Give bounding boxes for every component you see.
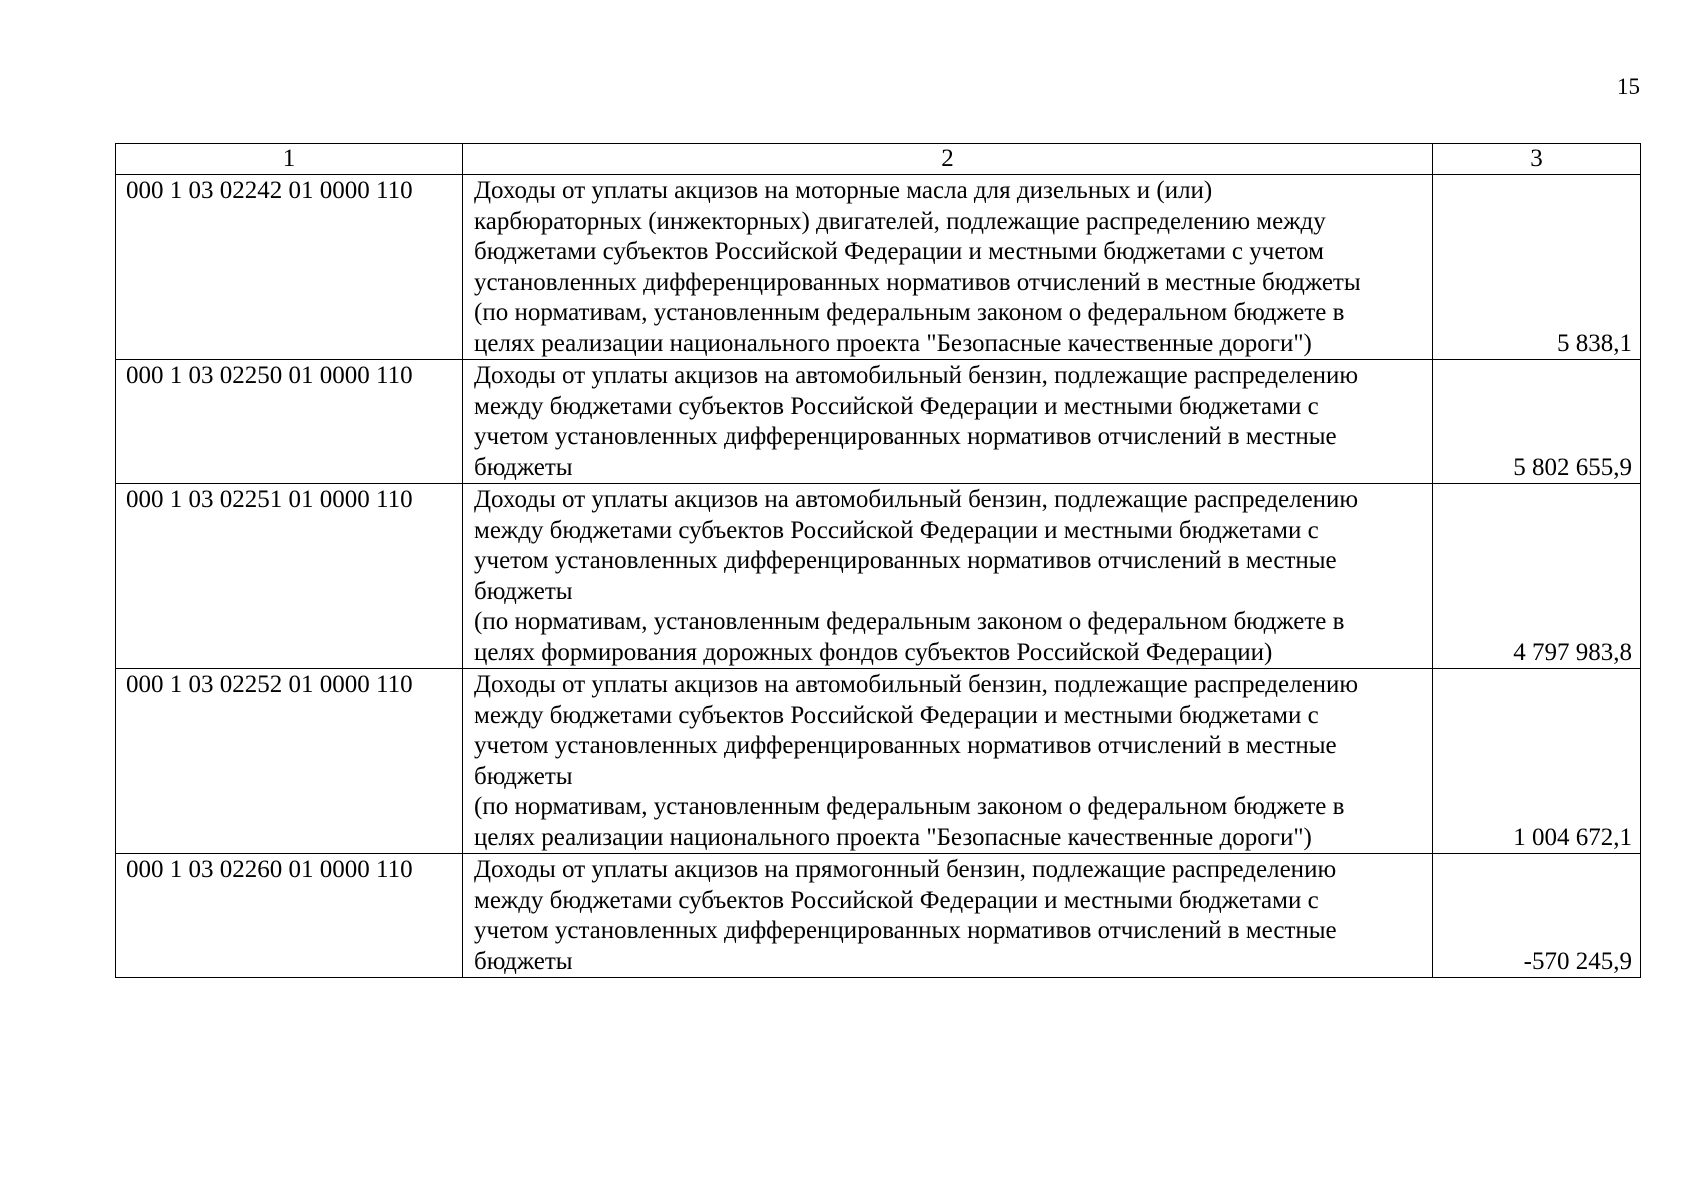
table-row xyxy=(116,854,1641,978)
row-code: 000 1 03 02242 01 0000 110 xyxy=(116,175,463,360)
page-number: 15 xyxy=(1617,74,1640,99)
column-header-description: 2 xyxy=(463,144,1433,175)
table-row xyxy=(116,175,1641,360)
revenue-table xyxy=(115,143,1641,978)
row-code: 000 1 03 02252 01 0000 110 xyxy=(116,669,463,854)
row-code: 000 1 03 02251 01 0000 110 xyxy=(116,484,463,669)
row-description: Доходы от уплаты акцизов на автомобильный бензин, подлежащие распределению между бюджетами субъектов Российской Федерации и местными бюджетами с учетом установленных дифференцированных нормативов отчислений в местные бюджеты xyxy=(463,360,1433,484)
table-header-row xyxy=(116,144,1641,175)
row-description: Доходы от уплаты акцизов на прямогонный бензин, подлежащие распределению между бюджетами субъектов Российской Федерации и местными бюджетами с учетом установленных дифференцированных нормативов отчислений в местные бюджеты xyxy=(463,854,1433,978)
row-amount: 5 802 655,9 xyxy=(1433,360,1641,484)
row-amount: -570 245,9 xyxy=(1433,854,1641,978)
row-amount: 5 838,1 xyxy=(1433,175,1641,360)
table-row xyxy=(116,669,1641,854)
row-code: 000 1 03 02250 01 0000 110 xyxy=(116,360,463,484)
table-row xyxy=(116,360,1641,484)
column-header-code: 1 xyxy=(116,144,463,175)
table-row xyxy=(116,484,1641,669)
row-amount: 1 004 672,1 xyxy=(1433,669,1641,854)
row-description: Доходы от уплаты акцизов на автомобильный бензин, подлежащие распределению между бюджетами субъектов Российской Федерации и местными бюджетами с учетом установленных дифференцированных нормативов отчислений в местные бюджеты (по нормативам, установленным федеральным законом о федеральном бюджете в целях формирования дорожных фондов субъектов Российской Федерации) xyxy=(463,484,1433,669)
row-code: 000 1 03 02260 01 0000 110 xyxy=(116,854,463,978)
row-description: Доходы от уплаты акцизов на автомобильный бензин, подлежащие распределению между бюджетами субъектов Российской Федерации и местными бюджетами с учетом установленных дифференцированных нормативов отчислений в местные бюджеты (по нормативам, установленным федеральным законом о федеральном бюджете в целях реализации национального проекта "Безопасные качественные дороги") xyxy=(463,669,1433,854)
row-amount: 4 797 983,8 xyxy=(1433,484,1641,669)
row-description: Доходы от уплаты акцизов на моторные масла для дизельных и (или) карбюраторных (инжекторных) двигателей, подлежащие распределению между бюджетами субъектов Российской Федерации и местными бюджетами с учетом установленных дифференцированных нормативов отчислений в местные бюджеты (по нормативам, установленным федеральным законом о федеральном бюджете в целях реализации национального проекта "Безопасные качественные дороги") xyxy=(463,175,1433,360)
column-header-amount: 3 xyxy=(1433,144,1641,175)
